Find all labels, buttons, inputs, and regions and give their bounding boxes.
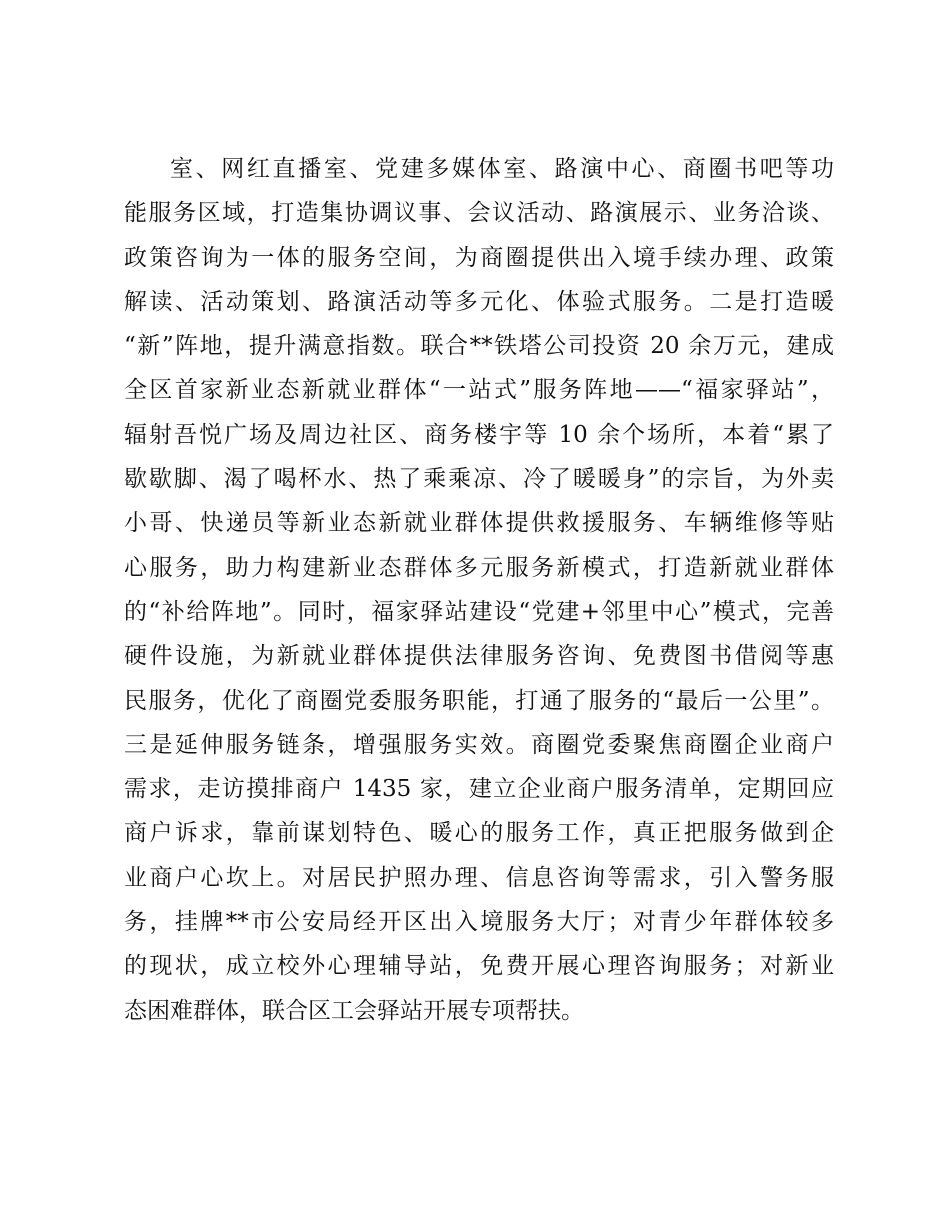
text-line-11: 的“补给阵地”。同时，福家驿站建设“党建+邻里中心”模式，完善: [124, 598, 834, 625]
text-line-18: 务，挂牌**市公安局经开区出入境服务大厅；对青少年群体较多: [124, 909, 834, 936]
text-line-17: 业商户心坎上。对居民护照办理、信息咨询等需求，引入警务服: [124, 864, 834, 891]
text-line-1: 室、网红直播室、党建多媒体室、路演中心、商圈书吧等功: [170, 156, 834, 182]
text-line-13: 民服务，优化了商圈党委服务职能，打通了服务的“最后一公里”。: [124, 687, 834, 714]
text-line-16: 商户诉求，靠前谋划特色、暖心的服务工作，真正把服务做到企: [124, 820, 834, 847]
text-line-19: 的现状，成立校外心理辅导站，免费开展心理咨询服务；对新业: [124, 953, 834, 980]
text-line-14: 三是延伸服务链条，增强服务实效。商圈党委聚焦商圈企业商户: [124, 731, 834, 758]
body-text: [124, 147, 834, 1033]
text-line-15: 需求，走访摸排商户 1435 家，建立企业商户服务清单，定期回应: [124, 776, 834, 803]
text-line-6: 全区首家新业态新就业群体“一站式”服务阵地——“福家驿站”，: [124, 377, 834, 404]
text-line-5: “新”阵地，提升满意指数。联合**铁塔公司投资 20 余万元，建成: [124, 333, 834, 360]
text-line-20: 态困难群体，联合区工会驿站开展专项帮扶。: [124, 997, 584, 1024]
text-line-10: 心服务，助力构建新业态群体多元服务新模式，打造新就业群体: [124, 554, 834, 581]
text-line-4: 解读、活动策划、路演活动等多元化、体验式服务。二是打造暖: [124, 288, 834, 315]
text-line-3: 政策咨询为一体的服务空间，为商圈提供出入境手续办理、政策: [124, 244, 834, 271]
text-line-2: 能服务区域，打造集协调议事、会议活动、路演展示、业务洽谈、: [124, 200, 834, 227]
text-line-12: 硬件设施，为新就业群体提供法律服务咨询、免费图书借阅等惠: [124, 643, 834, 670]
text-line-8: 歇歇脚、渴了喝杯水、热了乘乘凉、冷了暖暖身”的宗旨，为外卖: [124, 466, 834, 493]
text-line-7: 辐射吾悦广场及周边社区、商务楼宇等 10 余个场所，本着“累了: [124, 421, 834, 448]
text-line-9: 小哥、快递员等新业态新就业群体提供救援服务、车辆维修等贴: [124, 510, 834, 537]
